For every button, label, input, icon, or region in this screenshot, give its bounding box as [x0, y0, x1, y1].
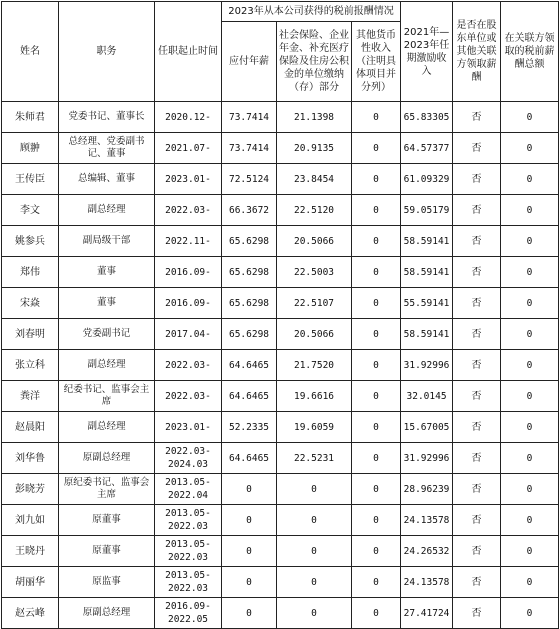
cell-position: 董事: [59, 288, 155, 319]
cell-insurance: 23.8454: [277, 164, 352, 195]
cell-salary: 0: [222, 474, 277, 505]
cell-insurance: 19.6616: [277, 381, 352, 412]
cell-name: 王传臣: [2, 164, 59, 195]
cell-tenure: 2022.03-2024.03: [155, 443, 222, 474]
cell-incentive: 31.92996: [401, 443, 453, 474]
cell-position: 总编辑、董事: [59, 164, 155, 195]
cell-name: 顾翀: [2, 133, 59, 164]
cell-related-pay: 否: [453, 257, 501, 288]
header-salary: 应付年薪: [222, 22, 277, 102]
cell-other-income: 0: [352, 505, 401, 536]
cell-related-total: 0: [501, 474, 559, 505]
cell-salary: 72.5124: [222, 164, 277, 195]
cell-related-pay: 否: [453, 567, 501, 598]
cell-related-total: 0: [501, 164, 559, 195]
cell-name: 赵晨阳: [2, 412, 59, 443]
cell-salary: 65.6298: [222, 319, 277, 350]
cell-name: 朱师君: [2, 102, 59, 133]
cell-other-income: 0: [352, 567, 401, 598]
cell-name: 郑伟: [2, 257, 59, 288]
cell-insurance: 22.5120: [277, 195, 352, 226]
cell-salary: 73.7414: [222, 102, 277, 133]
cell-insurance: 21.1398: [277, 102, 352, 133]
cell-insurance: 0: [277, 598, 352, 629]
table-row: [2, 598, 559, 629]
cell-other-income: 0: [352, 195, 401, 226]
cell-incentive: 64.57377: [401, 133, 453, 164]
cell-related-pay: 否: [453, 133, 501, 164]
cell-position: 副总经理: [59, 412, 155, 443]
cell-related-total: 0: [501, 133, 559, 164]
table-row: [2, 443, 559, 474]
cell-salary: 65.6298: [222, 226, 277, 257]
cell-insurance: 0: [277, 536, 352, 567]
cell-insurance: 19.6059: [277, 412, 352, 443]
cell-related-total: 0: [501, 412, 559, 443]
cell-salary: 65.6298: [222, 257, 277, 288]
cell-name: 刘华鲁: [2, 443, 59, 474]
cell-position: 总经理、党委副书记、董事: [59, 133, 155, 164]
cell-other-income: 0: [352, 257, 401, 288]
cell-related-pay: 否: [453, 381, 501, 412]
cell-salary: 65.6298: [222, 288, 277, 319]
cell-name: 宋焱: [2, 288, 59, 319]
cell-incentive: 55.59141: [401, 288, 453, 319]
cell-related-total: 0: [501, 598, 559, 629]
header-name: 姓名: [2, 2, 59, 102]
cell-name: 赵云峰: [2, 598, 59, 629]
cell-incentive: 32.0145: [401, 381, 453, 412]
cell-salary: 52.2335: [222, 412, 277, 443]
cell-salary: 73.7414: [222, 133, 277, 164]
cell-name: 姚参兵: [2, 226, 59, 257]
cell-tenure: 2022.03-: [155, 381, 222, 412]
cell-related-pay: 否: [453, 288, 501, 319]
cell-related-pay: 否: [453, 350, 501, 381]
cell-incentive: 65.83305: [401, 102, 453, 133]
cell-related-pay: 否: [453, 102, 501, 133]
cell-name: 王晓丹: [2, 536, 59, 567]
cell-related-total: 0: [501, 319, 559, 350]
cell-salary: 0: [222, 598, 277, 629]
cell-insurance: 20.9135: [277, 133, 352, 164]
cell-incentive: 58.59141: [401, 226, 453, 257]
compensation-table: [1, 1, 559, 629]
cell-salary: 64.6465: [222, 443, 277, 474]
cell-name: 彭晓芳: [2, 474, 59, 505]
cell-related-total: 0: [501, 226, 559, 257]
cell-position: 副总经理: [59, 350, 155, 381]
cell-tenure: 2023.01-: [155, 164, 222, 195]
cell-tenure: 2020.12-: [155, 102, 222, 133]
table-row: [2, 505, 559, 536]
cell-other-income: 0: [352, 412, 401, 443]
cell-insurance: 0: [277, 567, 352, 598]
cell-position: 董事: [59, 257, 155, 288]
cell-position: 党委书记、董事长: [59, 102, 155, 133]
table-row: [2, 257, 559, 288]
table-row: [2, 412, 559, 443]
cell-incentive: 58.59141: [401, 257, 453, 288]
cell-tenure: 2017.04-: [155, 319, 222, 350]
cell-tenure: 2022.11-: [155, 226, 222, 257]
cell-position: 党委副书记: [59, 319, 155, 350]
cell-related-total: 0: [501, 350, 559, 381]
cell-insurance: 20.5066: [277, 226, 352, 257]
cell-insurance: 20.5066: [277, 319, 352, 350]
cell-name: 刘九如: [2, 505, 59, 536]
cell-position: 原副总经理: [59, 443, 155, 474]
cell-related-pay: 否: [453, 319, 501, 350]
cell-other-income: 0: [352, 102, 401, 133]
header-row-top: [2, 2, 559, 22]
cell-insurance: 22.5107: [277, 288, 352, 319]
table-row: [2, 102, 559, 133]
cell-tenure: 2013.05-2022.03: [155, 536, 222, 567]
table-body: [2, 102, 559, 629]
cell-incentive: 15.67005: [401, 412, 453, 443]
cell-position: 原监事: [59, 567, 155, 598]
cell-tenure: 2013.05-2022.04: [155, 474, 222, 505]
cell-name: 李文: [2, 195, 59, 226]
cell-insurance: 0: [277, 474, 352, 505]
table-row: [2, 226, 559, 257]
cell-salary: 0: [222, 536, 277, 567]
cell-insurance: 21.7520: [277, 350, 352, 381]
cell-tenure: 2016.09-: [155, 257, 222, 288]
cell-tenure: 2016.09-: [155, 288, 222, 319]
cell-tenure: 2023.01-: [155, 412, 222, 443]
cell-related-total: 0: [501, 505, 559, 536]
header-position: 职务: [59, 2, 155, 102]
cell-related-total: 0: [501, 381, 559, 412]
cell-position: 原董事: [59, 536, 155, 567]
table-row: [2, 164, 559, 195]
cell-insurance: 0: [277, 505, 352, 536]
cell-other-income: 0: [352, 443, 401, 474]
cell-position: 纪委书记、监事会主席: [59, 381, 155, 412]
table-row: [2, 288, 559, 319]
table-row: [2, 319, 559, 350]
cell-insurance: 22.5231: [277, 443, 352, 474]
cell-salary: 64.6465: [222, 381, 277, 412]
table-row: [2, 133, 559, 164]
cell-insurance: 22.5003: [277, 257, 352, 288]
cell-tenure: 2022.03-: [155, 195, 222, 226]
cell-incentive: 31.92996: [401, 350, 453, 381]
cell-position: 原纪委书记、监事会主席: [59, 474, 155, 505]
cell-position: 副总经理: [59, 195, 155, 226]
cell-related-pay: 否: [453, 164, 501, 195]
cell-tenure: 2016.09-2022.05: [155, 598, 222, 629]
cell-salary: 0: [222, 505, 277, 536]
cell-salary: 66.3672: [222, 195, 277, 226]
header-insurance: 社会保险、企业年金、补充医疗保险及住房公积金的单位缴纳（存）部分: [277, 22, 352, 102]
cell-related-total: 0: [501, 443, 559, 474]
cell-other-income: 0: [352, 226, 401, 257]
cell-name: 胡丽华: [2, 567, 59, 598]
table-row: [2, 536, 559, 567]
cell-incentive: 27.41724: [401, 598, 453, 629]
cell-other-income: 0: [352, 288, 401, 319]
cell-tenure: 2021.07-: [155, 133, 222, 164]
cell-salary: 0: [222, 567, 277, 598]
cell-related-total: 0: [501, 288, 559, 319]
cell-position: 副局级干部: [59, 226, 155, 257]
cell-other-income: 0: [352, 319, 401, 350]
cell-related-pay: 否: [453, 474, 501, 505]
cell-related-pay: 否: [453, 195, 501, 226]
cell-name: 粪洋: [2, 381, 59, 412]
table-row: [2, 474, 559, 505]
cell-name: 刘春明: [2, 319, 59, 350]
cell-related-pay: 否: [453, 412, 501, 443]
cell-related-pay: 否: [453, 443, 501, 474]
cell-incentive: 24.13578: [401, 505, 453, 536]
header-incentive: 2021年—2023年任期激励收入: [401, 2, 453, 102]
cell-other-income: 0: [352, 164, 401, 195]
cell-incentive: 61.09329: [401, 164, 453, 195]
cell-related-total: 0: [501, 102, 559, 133]
cell-related-total: 0: [501, 536, 559, 567]
cell-incentive: 28.96239: [401, 474, 453, 505]
cell-related-pay: 否: [453, 536, 501, 567]
cell-incentive: 59.05179: [401, 195, 453, 226]
cell-other-income: 0: [352, 350, 401, 381]
cell-related-pay: 否: [453, 505, 501, 536]
cell-other-income: 0: [352, 133, 401, 164]
cell-related-total: 0: [501, 195, 559, 226]
cell-other-income: 0: [352, 381, 401, 412]
cell-related-pay: 否: [453, 598, 501, 629]
cell-incentive: 24.13578: [401, 567, 453, 598]
cell-other-income: 0: [352, 474, 401, 505]
cell-name: 张立科: [2, 350, 59, 381]
cell-tenure: 2022.03-: [155, 350, 222, 381]
cell-incentive: 58.59141: [401, 319, 453, 350]
cell-tenure: 2013.05-2022.03: [155, 505, 222, 536]
header-related-pay: 是否在股东单位或其他关联方领取薪酬: [453, 2, 501, 102]
cell-other-income: 0: [352, 536, 401, 567]
cell-related-total: 0: [501, 257, 559, 288]
cell-tenure: 2013.05-2022.03: [155, 567, 222, 598]
cell-position: 原副总经理: [59, 598, 155, 629]
table-row: [2, 381, 559, 412]
cell-salary: 64.6465: [222, 350, 277, 381]
header-group-compensation: 2023年从本公司获得的税前报酬情况: [222, 2, 401, 22]
header-tenure: 任职起止时间: [155, 2, 222, 102]
cell-position: 原董事: [59, 505, 155, 536]
table-row: [2, 350, 559, 381]
cell-related-pay: 否: [453, 226, 501, 257]
cell-other-income: 0: [352, 598, 401, 629]
header-other-income: 其他货币性收入（注明具体项目并分列）: [352, 22, 401, 102]
table-row: [2, 567, 559, 598]
cell-incentive: 24.26532: [401, 536, 453, 567]
table-row: [2, 195, 559, 226]
header-related-total: 在关联方领取的税前薪酬总额: [501, 2, 559, 102]
cell-related-total: 0: [501, 567, 559, 598]
